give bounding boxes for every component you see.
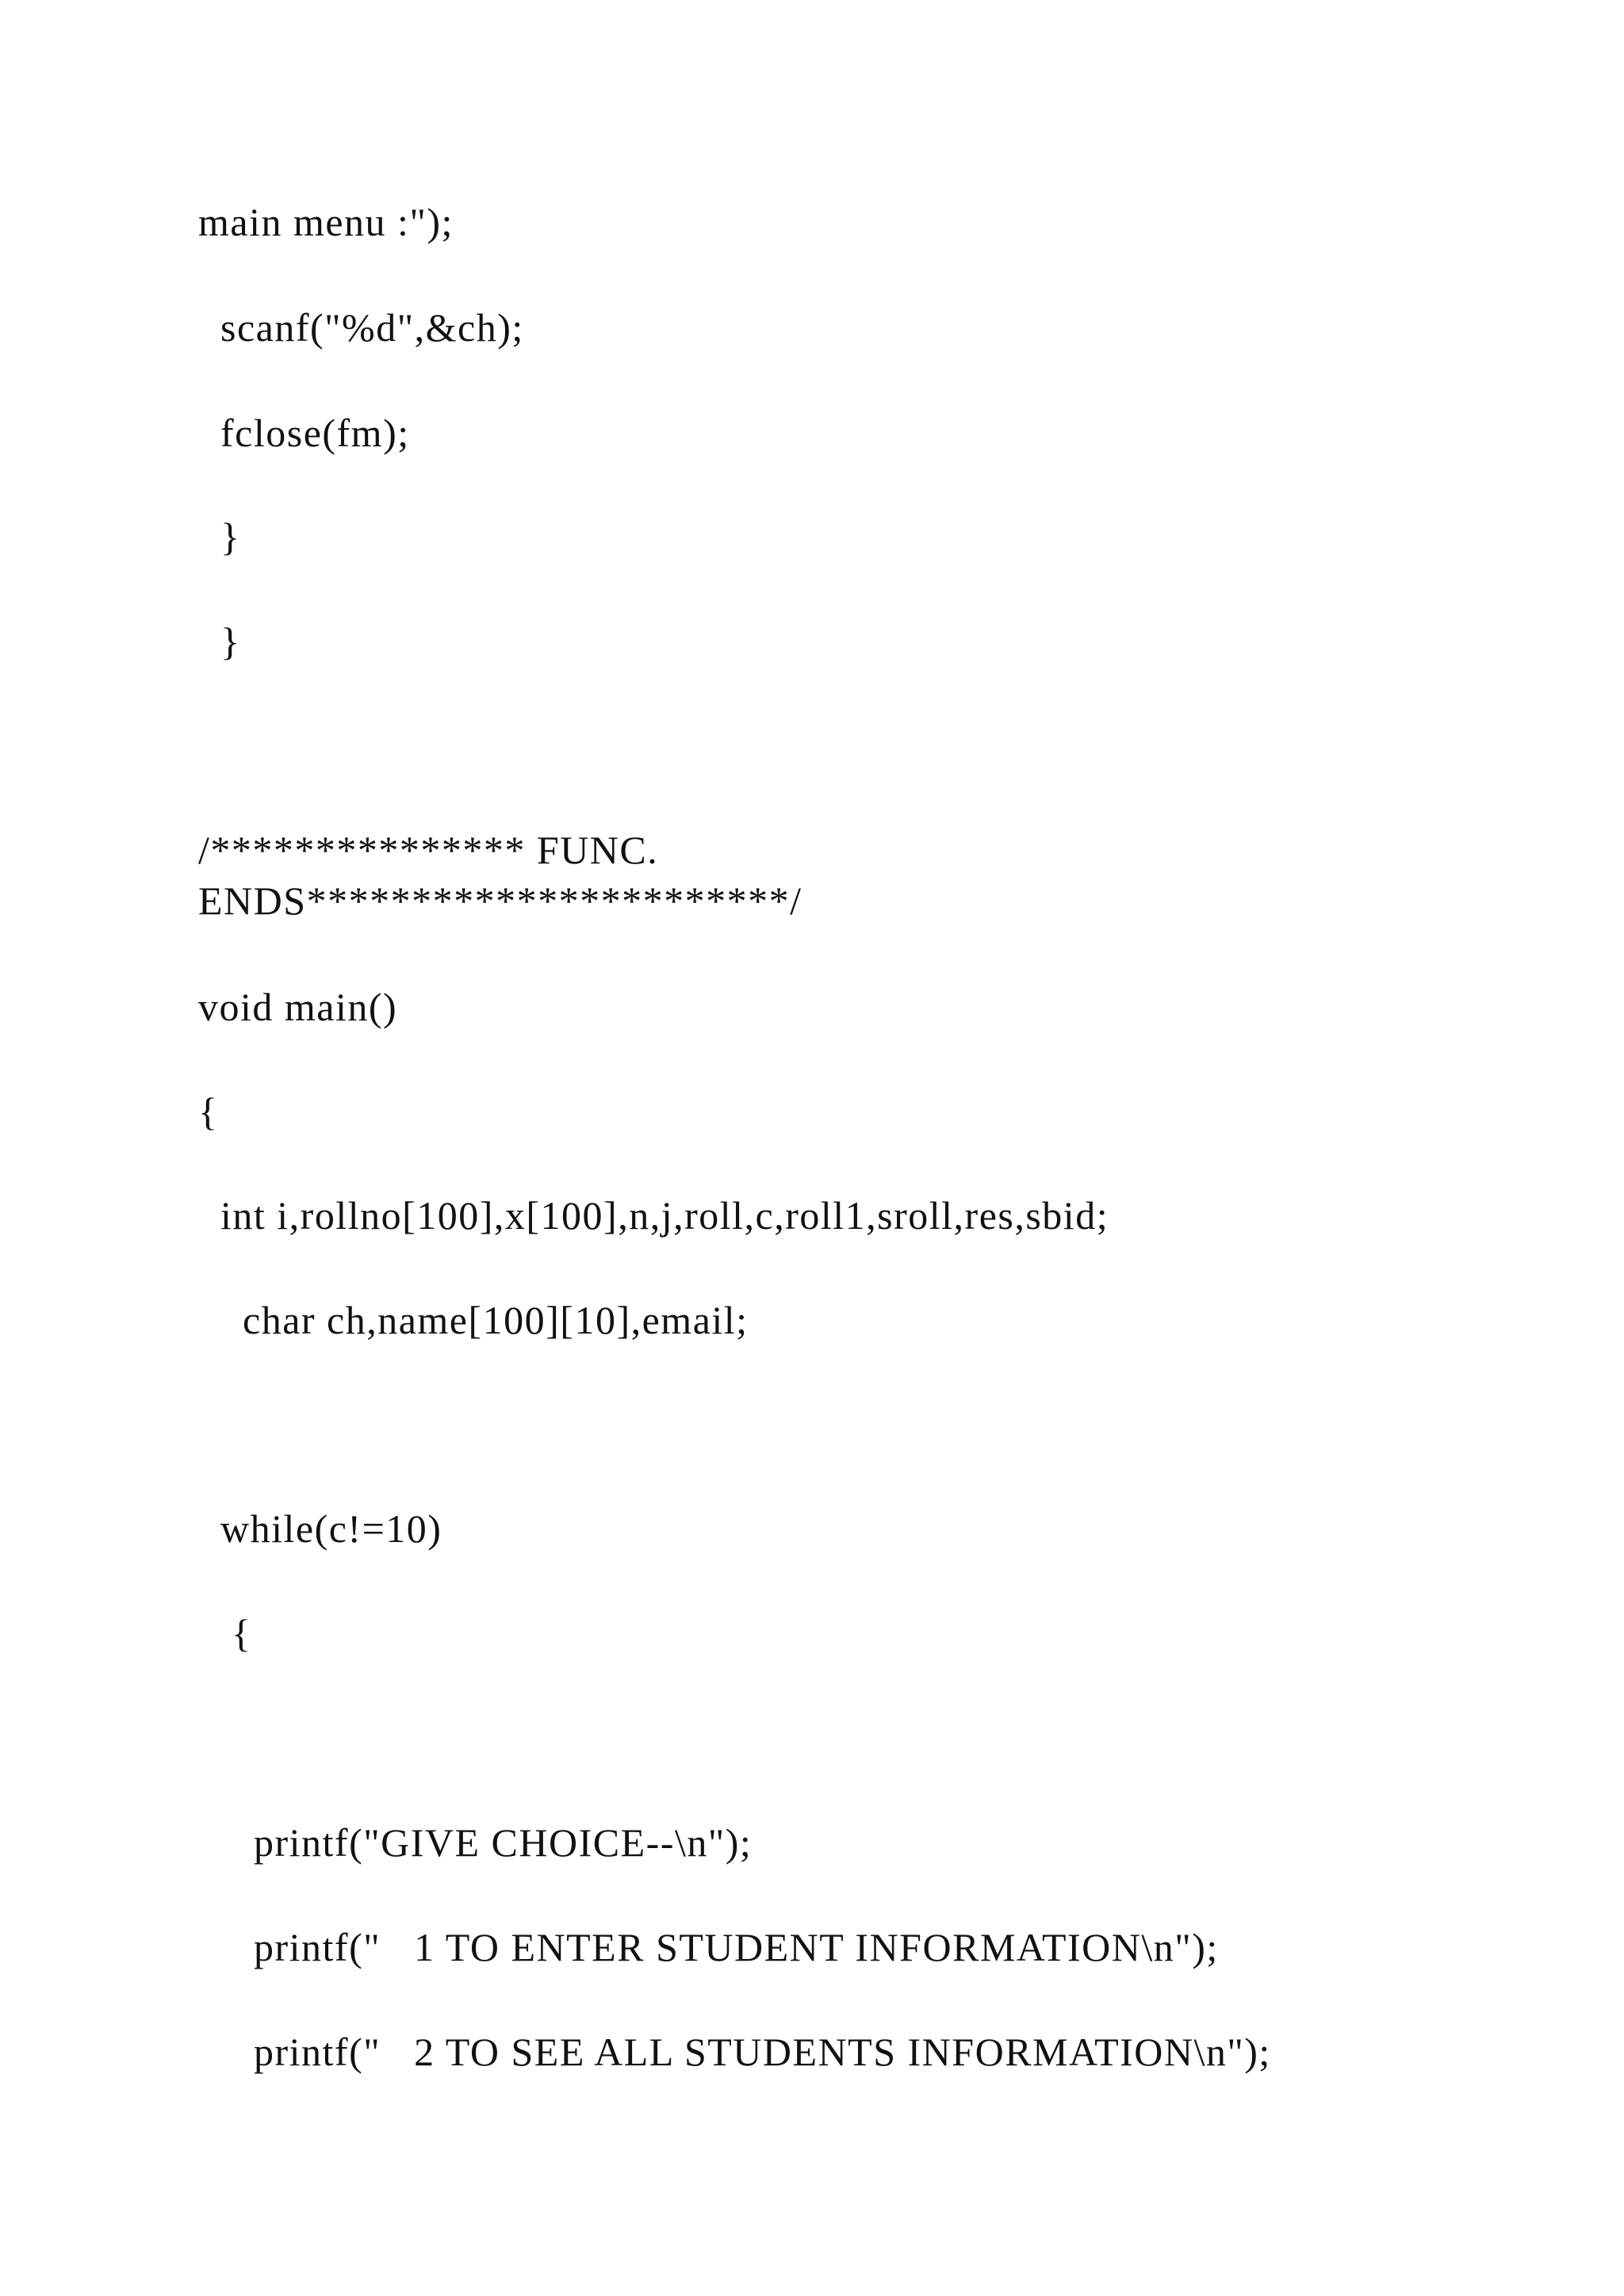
code-line: fclose(fm);: [198, 411, 410, 455]
code-line: /*************** FUNC.: [198, 828, 659, 872]
code-line: main menu :");: [198, 200, 454, 244]
code-line: char ch,name[100][10],email;: [198, 1298, 749, 1342]
code-line: ENDS***********************/: [198, 878, 802, 923]
code-line: printf(" 2 TO SEE ALL STUDENTS INFORMATION\n");: [198, 2030, 1271, 2074]
code-line: {: [198, 1089, 219, 1134]
code-line: }: [198, 515, 241, 559]
code-line: scanf("%d",&ch);: [198, 305, 524, 350]
code-line: while(c!=10): [198, 1506, 442, 1551]
code-line: int i,rollno[100],x[100],n,j,roll,c,roll1,sroll,res,sbid;: [198, 1193, 1109, 1238]
code-line: printf("GIVE CHOICE--\n");: [198, 1820, 753, 1865]
code-line: {: [198, 1611, 252, 1655]
code-line: }: [198, 619, 241, 664]
code-line: printf(" 1 TO ENTER STUDENT INFORMATION\n");: [198, 1925, 1219, 1969]
code-line: void main(): [198, 985, 398, 1029]
